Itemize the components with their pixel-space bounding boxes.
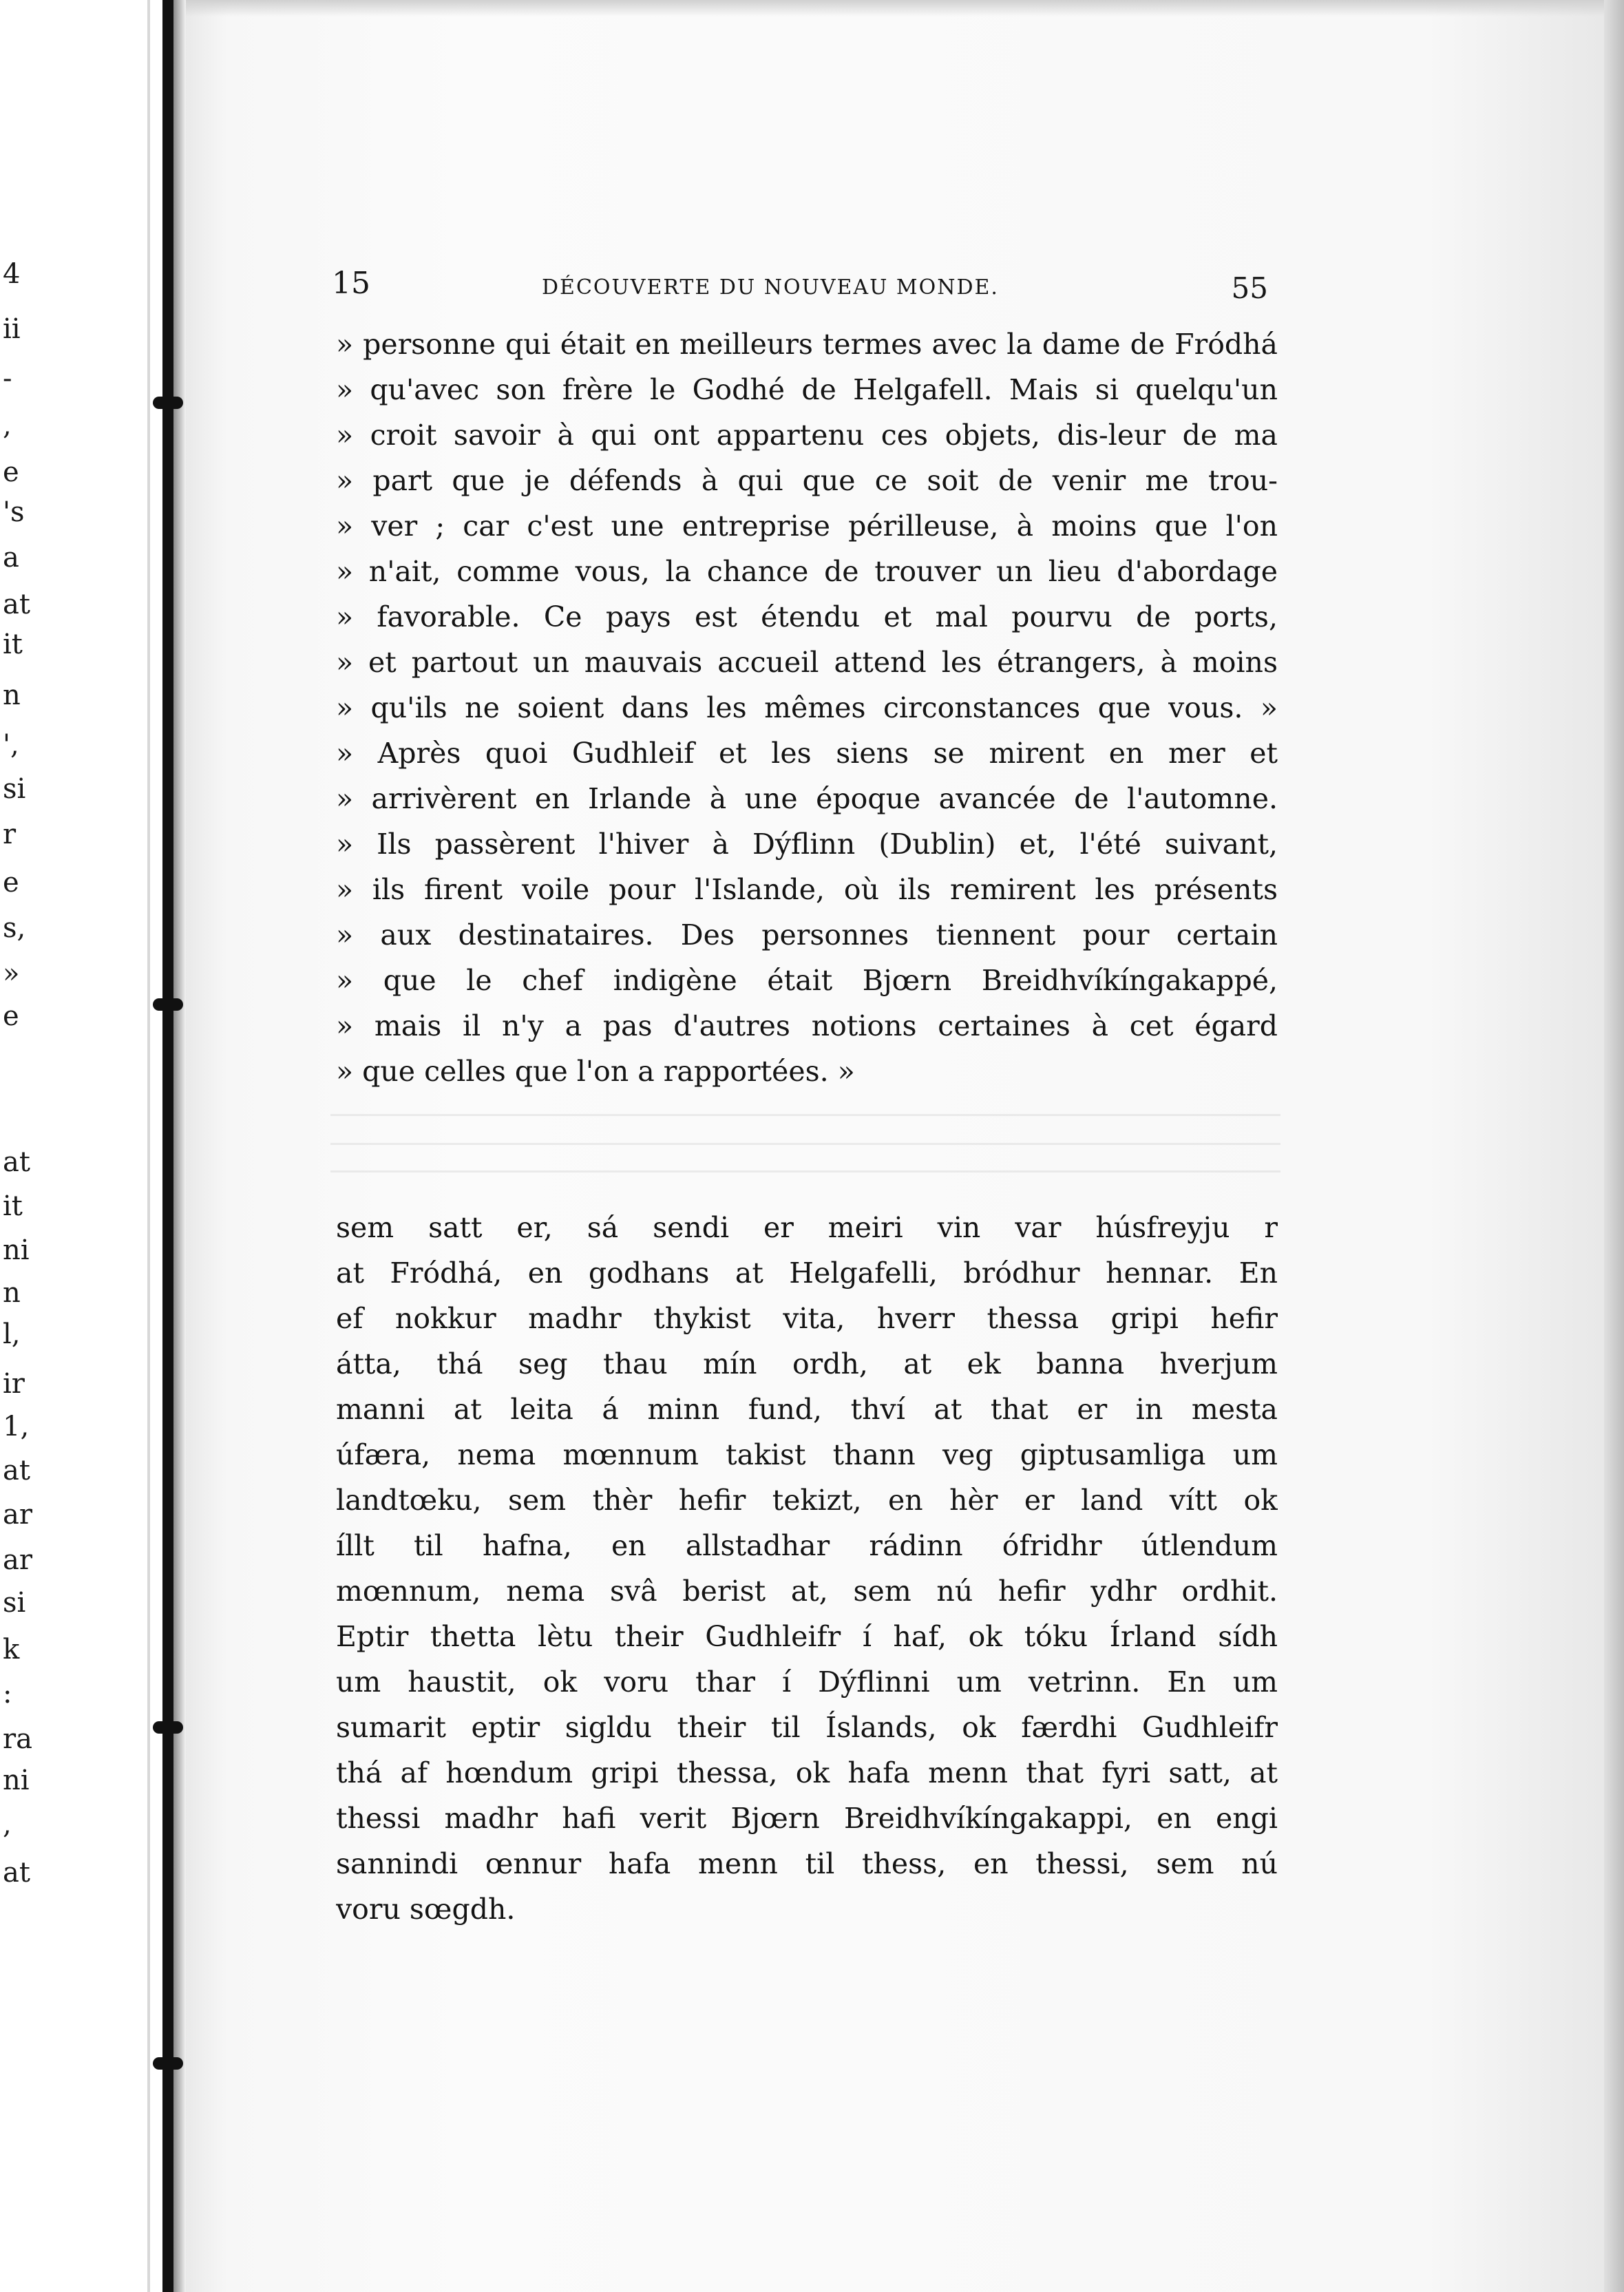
facing-page-fragment: ,: [3, 1809, 12, 1840]
binding-gutter: [162, 0, 173, 2292]
text-line: » Après quoi Gudhleif et les siens se mirent en mer et: [336, 737, 1278, 770]
facing-page-fragment: 4: [3, 258, 21, 290]
facing-page-fragment: -: [3, 363, 12, 395]
text-line: um haustit, ok voru thar í Dýflinni um vetrinn. En um: [336, 1665, 1278, 1699]
facing-page-border: [147, 0, 150, 2292]
text-line: » que le chef indigène était Bjœrn Breidhvíkíngakappé,: [336, 964, 1278, 997]
facing-page-fragment: ar: [3, 1544, 32, 1576]
bleed-through-line: [330, 1170, 1280, 1173]
text-line: » favorable. Ce pays est étendu et mal pourvu de ports,: [336, 600, 1278, 633]
facing-page-fragment: r: [3, 819, 17, 850]
text-line: Eptir thetta lètu their Gudhleifr í haf, ok tóku Írland sídh: [336, 1620, 1278, 1653]
facing-page-fragment: e: [3, 456, 19, 488]
binding-stitch: [153, 2057, 183, 2070]
text-line: » aux destinataires. Des personnes tiennent pour certain: [336, 918, 1278, 952]
page-number: 55: [1231, 271, 1268, 305]
gutter-shadow: [173, 0, 186, 2292]
binding-stitch: [153, 998, 183, 1011]
text-line: ef nokkur madhr thykist vita, hverr thessa gripi hefir: [336, 1302, 1278, 1335]
facing-page-fragment: ',: [3, 729, 19, 761]
running-header: [332, 266, 1268, 307]
text-line: » croit savoir à qui ont appartenu ces objets, dis-leur de ma: [336, 419, 1278, 452]
facing-page-fragment: at: [3, 589, 30, 620]
facing-page-fragment: :: [3, 1678, 12, 1710]
page-top-shadow: [186, 0, 1624, 17]
text-line: » que celles que l'on a rapportées. »: [336, 1055, 855, 1088]
text-line: » ver ; car c'est une entreprise périlleuse, à moins que l'on: [336, 509, 1278, 543]
text-line: sumarit eptir sigldu their til Íslands, ok færdhi Gudhleifr: [336, 1711, 1278, 1744]
facing-page-fragment: a: [3, 542, 19, 574]
facing-page-fragment: ni: [3, 1234, 30, 1266]
facing-page-fragment: k: [3, 1634, 20, 1665]
facing-page-fragment: ni: [3, 1765, 30, 1796]
facing-page-fragment: e: [3, 867, 19, 898]
text-line: landtœku, sem thèr hefir tekizt, en hèr er land vítt ok: [336, 1484, 1278, 1517]
binding-stitch: [153, 397, 183, 409]
text-line: átta, thá seg thau mín ordh, at ek banna hverjum: [336, 1347, 1278, 1380]
french-passage: [336, 322, 1278, 1094]
facing-page-fragment: 1,: [3, 1411, 30, 1442]
facing-page-fragment: at: [3, 1455, 30, 1486]
page-right-edge: [1604, 0, 1624, 2292]
text-line: » mais il n'y a pas d'autres notions certaines à cet égard: [336, 1009, 1278, 1042]
bleed-through-line: [330, 1143, 1280, 1145]
text-line: at Fródhá, en godhans at Helgafelli, bródhur hennar. En: [336, 1257, 1278, 1290]
facing-page-fragment: s,: [3, 912, 26, 944]
facing-page-fragment: ar: [3, 1499, 32, 1531]
text-line: » ils firent voile pour l'Islande, où ils remirent les présents: [336, 873, 1278, 906]
text-line: mœnnum, nema svâ berist at, sem nú hefir ydhr ordhit.: [336, 1575, 1278, 1608]
facing-page-fragment: n: [3, 680, 21, 711]
facing-page-fragment: at: [3, 1146, 30, 1178]
facing-page-edge: [0, 0, 155, 2292]
text-line: » qu'ils ne soient dans les mêmes circonstances que vous. »: [336, 691, 1278, 724]
facing-page-fragment: it: [3, 629, 23, 660]
signature-number: 15: [332, 266, 370, 301]
binding-stitch: [153, 1721, 183, 1734]
text-line: » Ils passèrent l'hiver à Dýflinn (Dublin) et, l'été suivant,: [336, 828, 1278, 861]
facing-page-fragment: 's: [3, 496, 25, 528]
text-line: » arrivèrent en Irlande à une époque avancée de l'automne.: [336, 782, 1278, 815]
text-line: » et partout un mauvais accueil attend les étrangers, à moins: [336, 646, 1278, 679]
icelandic-passage: [336, 1205, 1278, 1932]
facing-page-fragment: l,: [3, 1318, 21, 1350]
facing-page-fragment: si: [3, 1587, 26, 1619]
text-line: » part que je défends à qui que ce soit de venir me trou-: [336, 464, 1278, 497]
text-line: úfæra, nema mœnnum takist thann veg giptusamliga um: [336, 1438, 1278, 1471]
facing-page-fragment: it: [3, 1190, 23, 1222]
facing-page-fragment: ii: [3, 313, 21, 345]
text-line: » personne qui était en meilleurs termes avec la dame de Fródhá: [336, 328, 1278, 361]
facing-page-fragment: si: [3, 773, 26, 805]
text-line: » qu'avec son frère le Godhé de Helgafell. Mais si quelqu'un: [336, 373, 1278, 406]
facing-page-fragment: ,: [3, 410, 12, 441]
text-line: manni at leita á minn fund, thví at that er in mesta: [336, 1393, 1278, 1426]
text-line: thá af hœndum gripi thessa, ok hafa menn that fyri satt, at: [336, 1756, 1278, 1789]
text-line: íllt til hafna, en allstadhar rádinn ófridhr útlendum: [336, 1529, 1278, 1562]
facing-page-fragment: ra: [3, 1723, 32, 1755]
text-line: voru sœgdh.: [336, 1893, 516, 1926]
text-line: sem satt er, sá sendi er meiri vin var húsfreyju r: [336, 1211, 1278, 1244]
facing-page-fragment: n: [3, 1277, 21, 1309]
text-line: thessi madhr hafi verit Bjœrn Breidhvíkíngakappi, en engi: [336, 1802, 1278, 1835]
running-title: DÉCOUVERTE DU NOUVEAU MONDE.: [542, 275, 999, 299]
facing-page-fragment: e: [3, 1000, 19, 1032]
bleed-through-line: [330, 1114, 1280, 1116]
text-line: sannindi œnnur hafa menn til thess, en thessi, sem nú: [336, 1847, 1278, 1880]
facing-page-fragment: at: [3, 1857, 30, 1889]
text-line: » n'ait, comme vous, la chance de trouver un lieu d'abordage: [336, 555, 1278, 588]
facing-page-fragment: »: [3, 958, 20, 989]
facing-page-fragment: ir: [3, 1368, 25, 1400]
